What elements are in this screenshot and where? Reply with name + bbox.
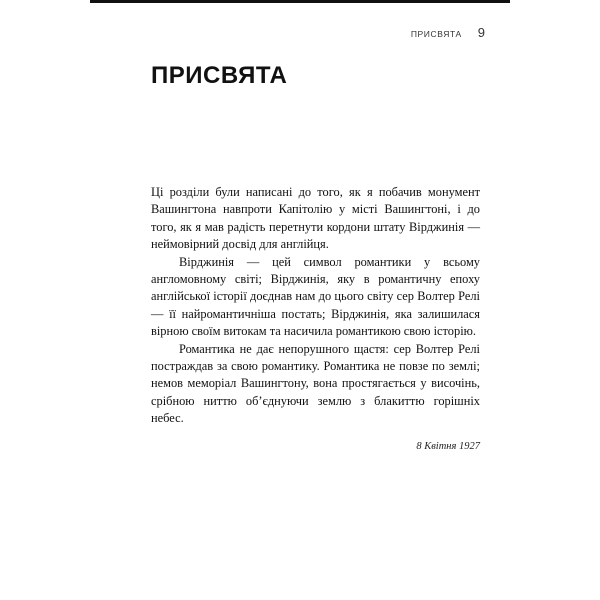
paragraph-1: Ці розділи були написані до того, як я побачив монумент Вашингтона навпроти Капітолію у місті Вашингтоні, і до того, як я мав радість перетнути кордони штату Вірджинія — неймовірний досвід для англійця. — [151, 185, 480, 252]
paragraph-2: Вірджинія — цей символ романтики у всьому англомовному світі; Вірджинія, яку в романтичну епоху англійської історії доєднав нам до цього світу сер Волтер Релі — її найромантичніша постать; Вірджинія, яка залишилася вірною своїм витокам та насичила романтикою свою історію. — [151, 254, 480, 339]
running-header — [411, 25, 485, 40]
top-rule — [90, 0, 510, 3]
paragraph-3: Романтика не дає непорушного щастя: сер Волтер Релі постраждав за свою романтику. Романтика не повзе по землі; немов меморіал Вашингтону, вона простягається у височінь, срібною ниттю об’єднуючи землю з блакиттю горішніх небес. — [151, 341, 480, 426]
body-text — [151, 184, 480, 428]
chapter-title: ПРИСВЯТА — [151, 62, 288, 89]
page-number: 9 — [477, 25, 485, 40]
signature-date: 8 Квітня 1927 — [416, 441, 480, 452]
running-header-title: ПРИСВЯТА — [410, 29, 462, 39]
